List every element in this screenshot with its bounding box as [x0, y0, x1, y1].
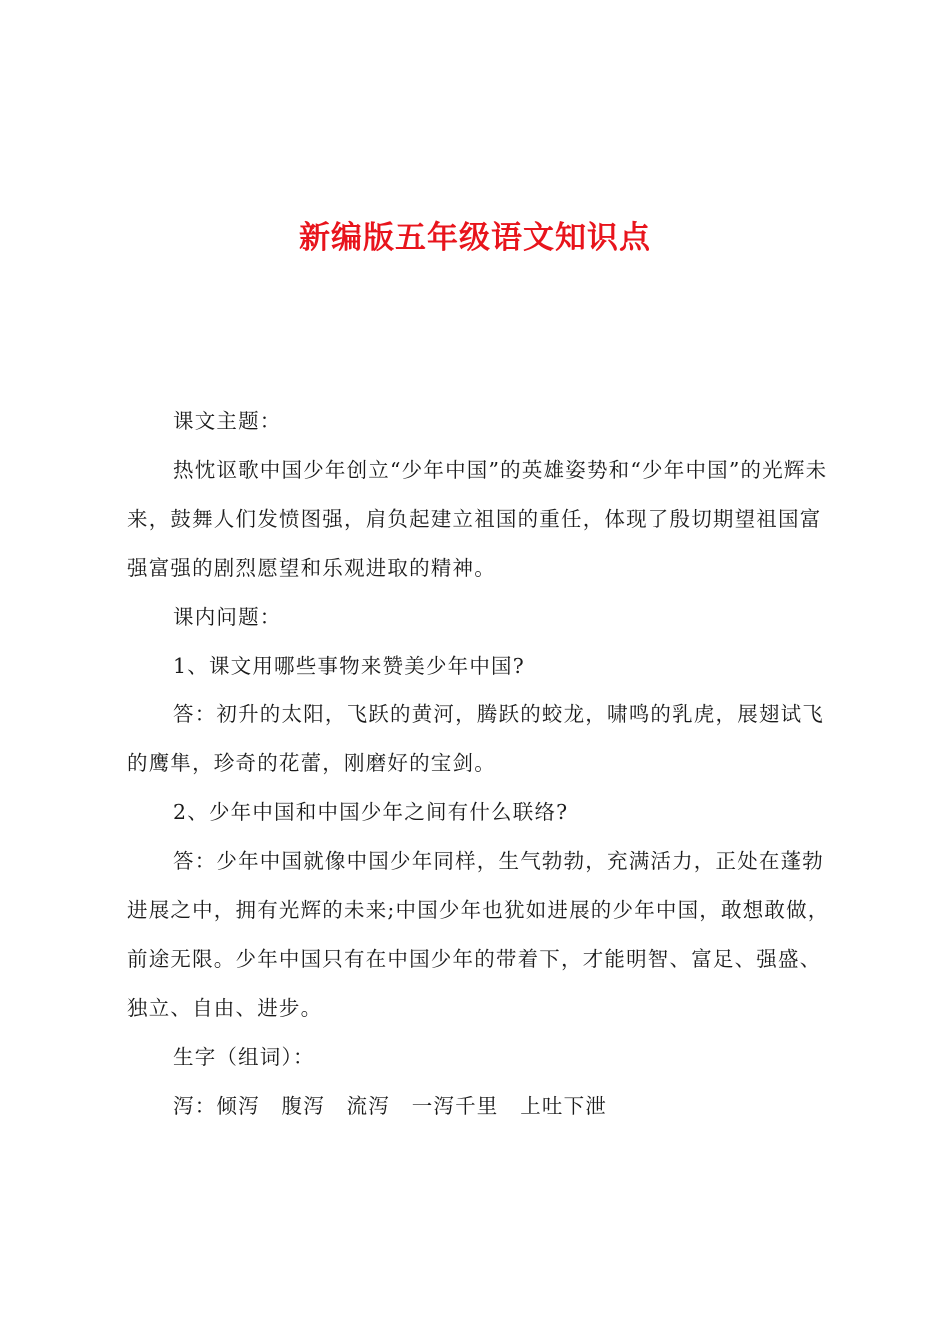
section-heading-theme: 课文主题： — [173, 409, 282, 433]
vocabulary-line: 泻：倾泻 腹泻 流泻 一泻千里 上吐下泄 — [173, 1093, 607, 1118]
document-title: 新编版五年级语文知识点 — [299, 220, 651, 256]
answer-1: 答：初升的太阳，飞跃的黄河，腾跃的蛟龙，啸鸣的乳虎，展翅试飞的鹰隼，珍奇的花蕾，刚磨好的宝剑。 — [127, 702, 824, 776]
question-1: 1、课文用哪些事物来赞美少年中国? — [173, 653, 525, 678]
answer-2: 答：少年中国就像中国少年同样，生气勃勃，充满活力，正处在蓬勃进展之中，拥有光辉的未来;中国少年也犹如进展的少年中国，敢想敢做，前途无限。少年中国只有在中国少年的带着下，才能明智、富足、强盛、独立、自由、进步。 — [127, 849, 830, 1020]
section-heading-vocabulary: 生字（组词）： — [173, 1044, 315, 1069]
document-body — [127, 397, 837, 1131]
theme-paragraph: 热忱讴歌中国少年创立“少年中国”的英雄姿势和“少年中国”的光辉未来，鼓舞人们发愤图强，肩负起建立祖国的重任，体现了殷切期望祖国富强富强的剧烈愿望和乐观进取的精神。 — [127, 457, 828, 580]
section-heading-questions: 课内问题： — [173, 604, 282, 629]
question-2: 2、少年中国和中国少年之间有什么联络? — [173, 800, 569, 825]
